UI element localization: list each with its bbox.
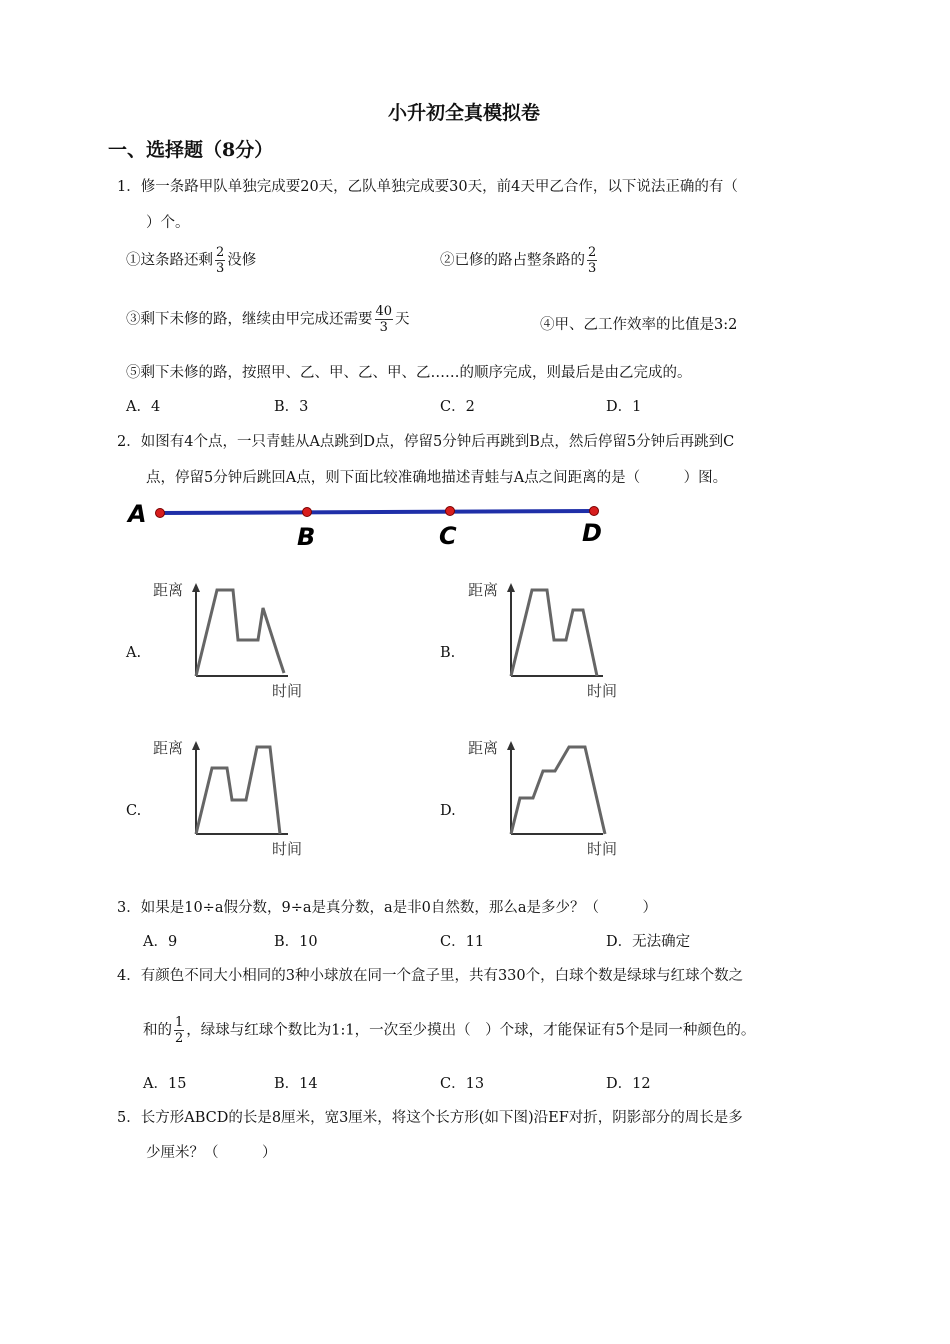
graph-c xyxy=(150,733,330,863)
q1-option-c: C．2 xyxy=(440,399,475,415)
fraction: $\frac{40}{3}$ xyxy=(375,304,393,335)
q1-option-d: D．1 xyxy=(606,399,642,415)
q4-option-a: A．15 xyxy=(143,1076,187,1092)
points-line-figure xyxy=(120,495,620,555)
section-heading: 一、选择题（8分） xyxy=(108,139,274,161)
q4-option-b: B．14 xyxy=(274,1076,318,1092)
q5-stem-line1: 5．长方形ABCD的长是8厘米，宽3厘米，将这个长方形(如下图)沿EF对折，阴影部分的周长是多 xyxy=(117,1110,743,1126)
y-axis-label: 距离 xyxy=(468,581,499,599)
q4-option-d: D．12 xyxy=(606,1076,651,1092)
y-axis-arrow xyxy=(507,741,515,750)
q4-stem-line1: 4．有颜色不同大小相同的3种小球放在同一个盒子里，共有330个，白球个数是绿球与红球个数之 xyxy=(117,968,744,984)
s1-text: ①这条路还剩 xyxy=(126,252,213,269)
graph-a xyxy=(150,575,330,705)
label-b: B xyxy=(297,523,316,551)
x-axis-label: 时间 xyxy=(587,840,618,858)
q2-option-c-label: C. xyxy=(126,803,142,819)
y-axis-arrow xyxy=(507,583,515,592)
x-axis-label: 时间 xyxy=(587,682,618,700)
q4-post: ，绿球与红球个数比为1:1，一次至少摸出（ ）个球，才能保证有5个是同一种颜色的。 xyxy=(186,1022,756,1039)
distance-curve xyxy=(196,590,284,676)
q1-stem-line1: 1．修一条路甲队单独完成要20天，乙队单独完成要30天，前4天甲乙合作，以下说法正确的有（ xyxy=(117,179,738,195)
segment-line xyxy=(160,511,595,513)
q1-statement-5: ⑤剩下未修的路，按照甲、乙、甲、乙、甲、乙……的顺序完成，则最后是由乙完成的。 xyxy=(126,365,692,381)
q4-pre: 和的 xyxy=(143,1022,172,1039)
q5-stem-line2: 少厘米？（ ） xyxy=(146,1145,277,1161)
q2-option-a-label: A. xyxy=(126,645,142,661)
fraction: $\frac{1}{2}$ xyxy=(175,1015,184,1046)
fraction: $\frac{2}{3}$ xyxy=(588,245,597,276)
distance-curve xyxy=(511,590,597,676)
q2-option-d-label: D. xyxy=(440,803,456,819)
point-d xyxy=(590,507,599,516)
q3-option-a: A．9 xyxy=(143,934,178,950)
graph-d xyxy=(465,733,645,863)
q1-statement-4: ④甲、乙工作效率的比值是3:2 xyxy=(540,317,738,333)
label-c: C xyxy=(439,522,457,550)
q4-option-c: C．13 xyxy=(440,1076,485,1092)
fraction: $\frac{2}{3}$ xyxy=(216,245,225,276)
distance-curve xyxy=(196,747,280,834)
graph-b xyxy=(465,575,645,705)
s3-text: ③剩下未修的路，继续由甲完成还需要 xyxy=(126,311,373,328)
q1-statement-2 xyxy=(440,245,599,276)
q3-option-c: C．11 xyxy=(440,934,485,950)
y-axis-label: 距离 xyxy=(153,581,184,599)
label-d: D xyxy=(582,519,602,547)
s2-text: ②已修的路占整条路的 xyxy=(440,252,585,269)
s3-post: 天 xyxy=(395,311,410,328)
q1-statement-3 xyxy=(126,304,410,335)
distance-curve xyxy=(511,747,605,834)
q3-option-b: B．10 xyxy=(274,934,318,950)
point-c xyxy=(446,507,455,516)
label-a: A xyxy=(128,500,147,528)
q2-stem-line2: 点，停留5分钟后跳回A点，则下面比较准确地描述青蛙与A点之间距离的是（ ）图。 xyxy=(146,470,728,486)
q1-stem-line2: ）个。 xyxy=(146,215,190,231)
q1-option-a: A．4 xyxy=(126,399,161,415)
page-title: 小升初全真模拟卷 xyxy=(388,102,541,124)
q2-stem-line1: 2．如图有4个点，一只青蛙从A点跳到D点，停留5分钟后再跳到B点，然后停留5分钟后再跳到C xyxy=(117,434,735,450)
y-axis-label: 距离 xyxy=(468,739,499,757)
q3-option-d: D．无法确定 xyxy=(606,934,691,950)
y-axis-arrow xyxy=(192,583,200,592)
y-axis-arrow xyxy=(192,741,200,750)
q2-option-b-label: B. xyxy=(440,645,456,661)
q1-statement-1 xyxy=(126,245,256,276)
y-axis-label: 距离 xyxy=(153,739,184,757)
q4-stem-line2 xyxy=(143,1015,755,1046)
x-axis-label: 时间 xyxy=(272,840,303,858)
q1-option-b: B．3 xyxy=(274,399,309,415)
point-a xyxy=(156,509,165,518)
q3-stem: 3．如果是10÷a假分数，9÷a是真分数，a是非0自然数，那么a是多少？（ ） xyxy=(117,900,658,916)
point-b xyxy=(303,508,312,517)
s1-post: 没修 xyxy=(227,252,257,269)
x-axis-label: 时间 xyxy=(272,682,303,700)
